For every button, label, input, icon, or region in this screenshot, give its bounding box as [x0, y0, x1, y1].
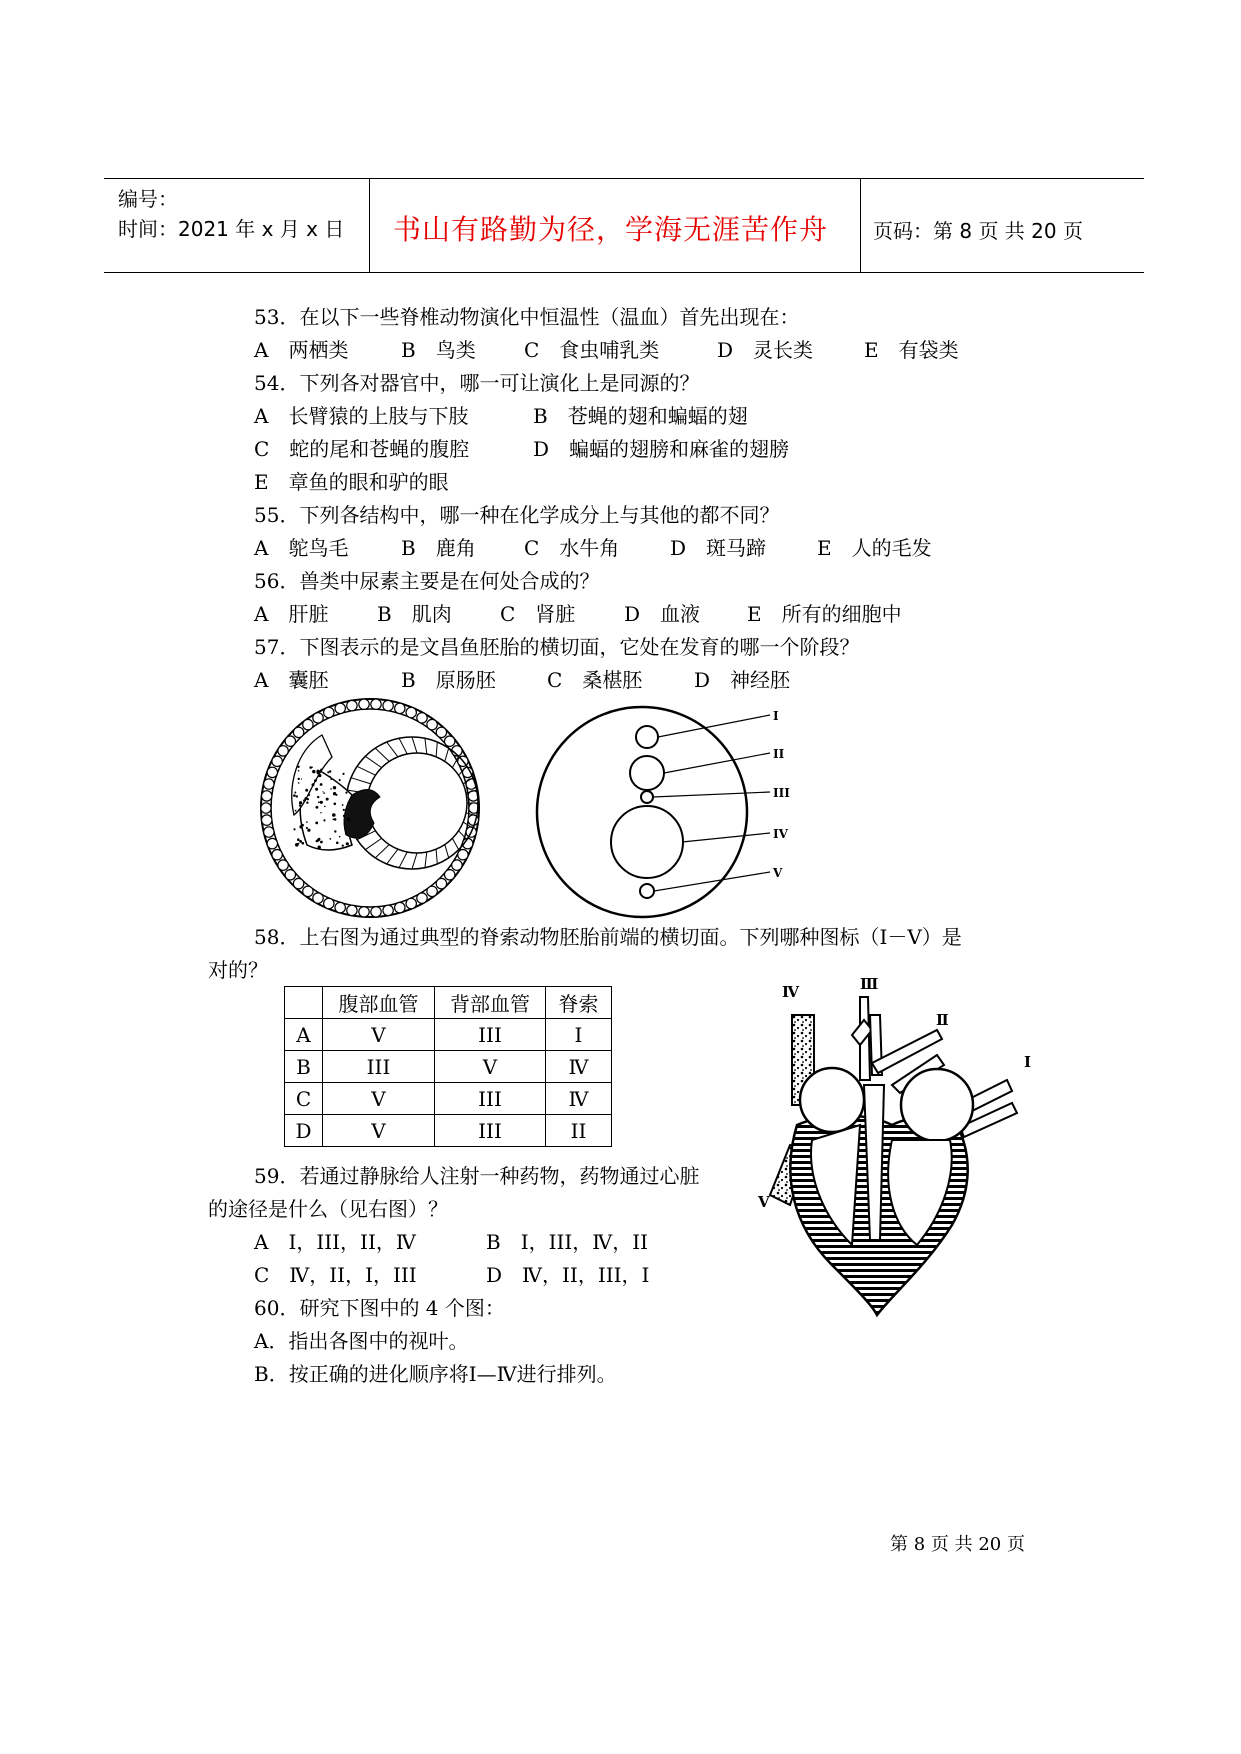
label-v: V [773, 866, 783, 880]
q59-option-c: C Ⅳ，II，Ⅰ，III [254, 1263, 417, 1287]
table-cell: D [285, 1115, 323, 1147]
q57-option-b: B 原肠胚 [401, 668, 496, 692]
q60-part-a: A．指出各图中的视叶。 [254, 1329, 469, 1353]
table-cell: V [323, 1083, 435, 1115]
heart-diagram-figure [752, 975, 1052, 1320]
label-iv: IV [773, 827, 788, 841]
q56-option-e: E 所有的细胞中 [747, 602, 902, 626]
q58-answer-table [284, 986, 612, 1147]
label-ii: II [773, 747, 785, 761]
q59-option-d: D Ⅳ，II，III，Ⅰ [486, 1263, 650, 1287]
heart-label-v: Ⅴ [758, 1193, 770, 1211]
q59-stem-line1: 59．若通过静脉给人注射一种药物，药物通过心脏 [254, 1164, 700, 1188]
q54-option-e: E 章鱼的眼和驴的眼 [254, 470, 449, 494]
q56-option-d: D 血液 [624, 602, 701, 626]
q56-stem: 56．兽类中尿素主要是在何处合成的？ [254, 569, 600, 593]
header-top-rule [104, 178, 1144, 179]
table-header-cell: 脊索 [546, 987, 612, 1019]
header-bottom-rule [104, 272, 1144, 273]
label-iii: III [773, 786, 790, 800]
table-header-cell [285, 987, 323, 1019]
q54-option-c: C 蛇的尾和苍蝇的腹腔 [254, 437, 470, 461]
header-number-label: 编号： [118, 187, 178, 211]
q57-option-c: C 桑椹胚 [547, 668, 643, 692]
q55-option-d: D 斑马蹄 [670, 536, 767, 560]
header-time-label: 时间：2021 年 x 月 x 日 [118, 217, 345, 241]
q58-stem-line2: 对的？ [208, 958, 268, 982]
table-row [285, 1019, 612, 1051]
q59-option-a: A Ⅰ，III，II，Ⅳ [254, 1230, 416, 1254]
table-header-cell: 腹部血管 [323, 987, 435, 1019]
q53-option-d: D 灵长类 [717, 338, 814, 362]
header-divider-right [860, 178, 861, 272]
q56-option-c: C 肾脏 [500, 602, 576, 626]
table-cell: C [285, 1083, 323, 1115]
table-cell: V [435, 1051, 546, 1083]
table-cell: A [285, 1019, 323, 1051]
structure-ii [630, 756, 664, 790]
q53-option-a: A 两栖类 [254, 338, 349, 362]
q57-stem: 57．下图表示的是文昌鱼胚胎的横切面，它处在发育的哪一个阶段？ [254, 635, 860, 659]
table-cell: V [323, 1019, 435, 1051]
q54-stem: 54．下列各对器官中，哪一可让演化上是同源的？ [254, 371, 700, 395]
structure-iv [611, 806, 683, 878]
table-cell: II [546, 1115, 612, 1147]
q55-option-a: A 鸵鸟毛 [254, 536, 349, 560]
q60-part-b: B．按正确的进化顺序将Ⅰ—Ⅳ进行排列。 [254, 1362, 617, 1386]
q54-option-d: D 蝙蝠的翅膀和麻雀的翅膀 [533, 437, 790, 461]
table-row [285, 1051, 612, 1083]
table-header-row [285, 987, 612, 1019]
table-cell: III [435, 1115, 546, 1147]
q56-option-b: B 肌肉 [377, 602, 452, 626]
q55-option-e: E 人的毛发 [817, 536, 932, 560]
q57-option-d: D 神经胚 [694, 668, 791, 692]
table-row [285, 1083, 612, 1115]
table-cell: B [285, 1051, 323, 1083]
header-motto: 书山有路勤为径，学海无涯苦作舟 [393, 213, 829, 246]
heart-label-iii: Ⅲ [860, 975, 879, 993]
amphioxus-embryo-figure [252, 695, 492, 925]
structure-i [636, 726, 658, 748]
table-cell: Ⅳ [546, 1051, 612, 1083]
structure-iii [641, 791, 653, 803]
page-footer: 第 8 页 共 20 页 [890, 1534, 1025, 1555]
q55-option-b: B 鹿角 [401, 536, 476, 560]
heart-label-iv: Ⅳ [782, 983, 800, 1001]
heart-label-ii: Ⅱ [936, 1011, 949, 1029]
q56-option-a: A 肝脏 [254, 602, 329, 626]
q55-stem: 55．下列各结构中，哪一种在化学成分上与其他的都不同？ [254, 503, 780, 527]
q53-option-e: E 有袋类 [864, 338, 959, 362]
header-divider-left [369, 178, 370, 272]
structure-v [640, 884, 654, 898]
table-cell: I [546, 1019, 612, 1051]
table-cell: Ⅳ [546, 1083, 612, 1115]
q59-stem-line2: 的途径是什么（见右图）？ [208, 1197, 448, 1221]
q53-option-b: B 鸟类 [401, 338, 476, 362]
heart-label-i: Ⅰ [1024, 1053, 1032, 1071]
table-header-cell: 背部血管 [435, 987, 546, 1019]
table-cell: III [435, 1019, 546, 1051]
q53-option-c: C 食虫哺乳类 [524, 338, 660, 362]
table-cell: V [323, 1115, 435, 1147]
q54-option-b: B 苍蝇的翅和蝙蝠的翅 [533, 404, 748, 428]
label-i: I [773, 709, 779, 723]
q54-option-a: A 长臂猿的上肢与下肢 [254, 404, 469, 428]
q53-stem: 53．在以下一些脊椎动物演化中恒温性（温血）首先出现在： [254, 305, 800, 329]
q57-option-a: A 囊胚 [254, 668, 329, 692]
table-cell: III [435, 1083, 546, 1115]
q59-option-b: B Ⅰ，III，Ⅳ，II [486, 1230, 649, 1254]
table-row [285, 1115, 612, 1147]
table-cell: III [323, 1051, 435, 1083]
q55-option-c: C 水牛角 [524, 536, 620, 560]
q60-stem: 60．研究下图中的 4 个图： [254, 1296, 505, 1320]
q58-stem-line1: 58．上右图为通过典型的脊索动物胚胎前端的横切面。下列哪种图标（Ⅰ－Ⅴ）是 [254, 925, 962, 949]
chordate-cross-section-figure [530, 700, 800, 920]
header-page-label: 页码：第 8 页 共 20 页 [873, 219, 1083, 243]
